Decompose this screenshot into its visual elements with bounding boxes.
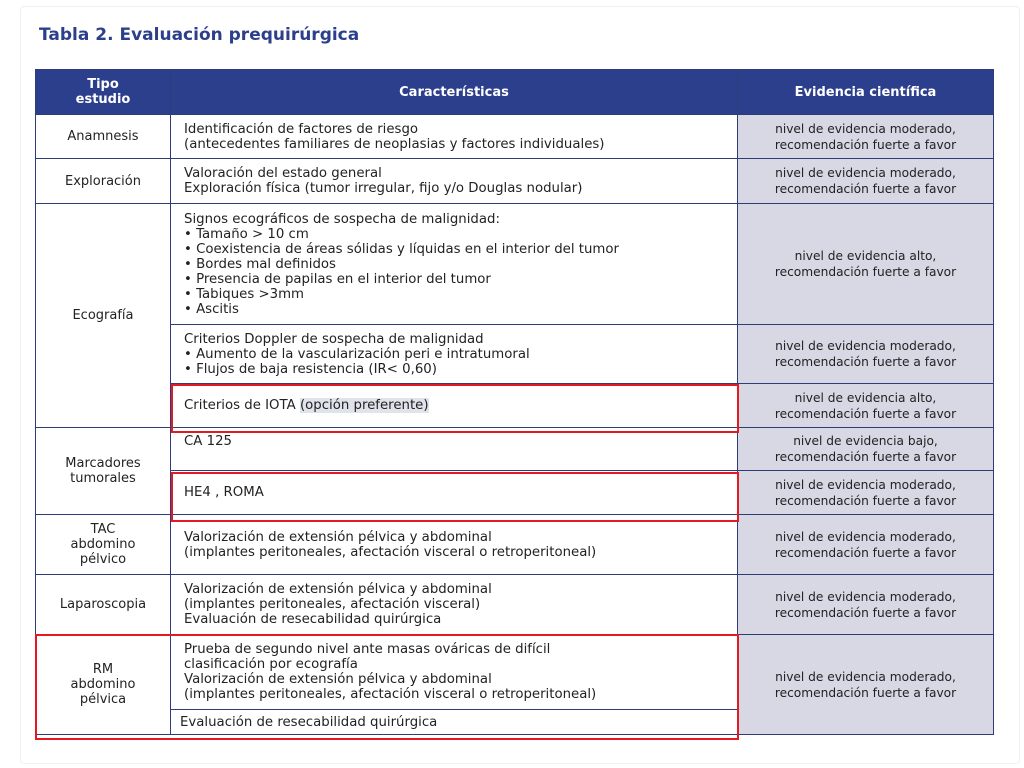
ev-line: recomendación fuerte a favor	[774, 685, 957, 700]
header-row	[36, 70, 994, 115]
car-line: • Tamaño > 10 cm	[184, 226, 309, 242]
ev-line: nivel de evidencia moderado,	[775, 589, 956, 604]
car-anamnesis	[171, 115, 738, 159]
car-line: • Tabiques >3mm	[184, 286, 304, 302]
ev-line: nivel de evidencia moderado,	[775, 669, 956, 684]
ev-line: nivel de evidencia moderado,	[775, 339, 956, 353]
row-ecografia-signos	[36, 204, 994, 325]
tipo-line: pélvica	[79, 692, 127, 707]
car-line: Identificación de factores de riesgo	[184, 121, 419, 137]
car-line: Valorización de extensión pélvica y abdominal	[184, 582, 492, 597]
header-tipo-line1: Tipo	[87, 77, 119, 92]
tipo-line: pélvico	[79, 552, 127, 567]
car-line: • Coexistencia de áreas sólidas y líquidas en el interior del tumor	[184, 241, 619, 257]
tipo-exploracion: Exploración	[36, 159, 171, 204]
tipo-line: TAC	[90, 522, 116, 537]
ev-laparoscopia	[738, 575, 994, 635]
iota-text: Criterios de IOTA	[184, 398, 300, 413]
ev-line: recomendación fuerte a favor	[774, 137, 957, 152]
row-marcadores-he4	[36, 471, 994, 515]
evaluation-table	[35, 69, 994, 735]
ev-line: nivel de evidencia moderado,	[775, 121, 956, 136]
car-line: Prueba de segundo nivel ante masas ováricas de difícil	[184, 642, 551, 657]
row-ecografia-doppler	[36, 325, 994, 384]
car-laparoscopia	[171, 575, 738, 635]
ev-line: recomendación fuerte a favor	[774, 605, 957, 620]
ev-ecografia-signos	[738, 204, 994, 325]
car-rm-segundo-nivel	[171, 635, 738, 710]
tipo-line: RM	[92, 662, 114, 677]
tipo-ecografia: Ecografía	[36, 204, 171, 428]
car-line: Signos ecográficos de sospecha de malignidad:	[184, 211, 500, 227]
tipo-marcadores	[36, 428, 171, 515]
car-line: • Ascitis	[184, 301, 239, 317]
ev-line: recomendación fuerte a favor	[774, 406, 957, 421]
left-decoration	[0, 30, 21, 170]
table-title: Tabla 2. Evaluación prequirúrgica	[39, 25, 360, 45]
car-line: • Bordes mal definidos	[184, 256, 336, 272]
header-tipo-line2: estudio	[75, 92, 131, 107]
car-line: Valorización de extensión pélvica y abdominal	[184, 529, 492, 545]
car-line: Criterios Doppler de sospecha de malignidad	[184, 331, 484, 347]
ev-line: nivel de evidencia bajo,	[793, 434, 938, 448]
ev-rm	[738, 635, 994, 735]
tipo-line: Marcadores	[65, 456, 141, 471]
car-line: Exploración física (tumor irregular, fijo y/o Douglas nodular)	[184, 181, 583, 196]
tipo-rm	[36, 635, 171, 735]
row-laparoscopia	[36, 575, 994, 635]
header-evidencia: Evidencia científica	[738, 70, 994, 115]
tipo-line: abdomino	[70, 677, 136, 692]
car-line: (antecedentes familiares de neoplasias y factores individuales)	[184, 136, 605, 152]
car-line: Evaluación de resecabilidad quirúrgica	[184, 612, 442, 627]
tipo-tac	[36, 515, 171, 575]
header-tipo-estudio	[36, 70, 171, 115]
ev-exploracion	[738, 159, 994, 204]
ev-marcadores-he4	[738, 471, 994, 515]
car-marcadores-ca125: CA 125	[171, 428, 738, 471]
car-marcadores-he4: HE4 , ROMA	[171, 471, 738, 515]
car-tac	[171, 515, 738, 575]
ev-tac	[738, 515, 994, 575]
tipo-line: abdomino	[70, 537, 136, 552]
car-line: (implantes peritoneales, afectación visceral o retroperitoneal)	[184, 687, 597, 702]
car-line: (implantes peritoneales, afectación visceral)	[184, 597, 481, 612]
car-ecografia-iota	[171, 384, 738, 428]
row-tac	[36, 515, 994, 575]
car-rm-resecabilidad: Evaluación de resecabilidad quirúrgica	[171, 710, 738, 735]
car-line: • Aumento de la vascularización peri e intratumoral	[184, 346, 530, 362]
car-line: clasificación por ecografía	[184, 657, 358, 672]
ev-line: nivel de evidencia moderado,	[775, 529, 956, 544]
ev-ecografia-doppler	[738, 325, 994, 384]
iota-preferred-note: (opción preferente)	[299, 398, 429, 413]
ev-line: recomendación fuerte a favor	[774, 545, 957, 560]
car-line: Valorización de extensión pélvica y abdominal	[184, 672, 492, 687]
row-anamnesis	[36, 115, 994, 159]
car-ecografia-doppler	[171, 325, 738, 384]
car-line: • Presencia de papilas en el interior del tumor	[184, 271, 491, 287]
ev-ecografia-iota	[738, 384, 994, 428]
tipo-anamnesis: Anamnesis	[36, 115, 171, 159]
ev-line: nivel de evidencia moderado,	[775, 477, 956, 492]
ev-line: recomendación fuerte a favor	[774, 450, 957, 464]
ev-line: nivel de evidencia alto,	[794, 390, 937, 405]
ev-line: recomendación fuerte a favor	[774, 493, 957, 508]
tipo-laparoscopia: Laparoscopia	[36, 575, 171, 635]
row-rm-segundo-nivel	[36, 635, 994, 710]
ev-line: nivel de evidencia moderado,	[775, 166, 956, 180]
row-ecografia-iota	[36, 384, 994, 428]
ev-line: recomendación fuerte a favor	[774, 265, 957, 279]
ev-line: recomendación fuerte a favor	[774, 182, 957, 196]
ev-marcadores-ca125	[738, 428, 994, 471]
ev-line: nivel de evidencia alto,	[794, 249, 937, 263]
row-marcadores-ca125	[36, 428, 994, 471]
tipo-line: tumorales	[70, 471, 136, 486]
car-exploracion	[171, 159, 738, 204]
car-line: (implantes peritoneales, afectación visceral o retroperitoneal)	[184, 544, 597, 560]
car-line: Valoración del estado general	[184, 166, 382, 181]
ev-line: recomendación fuerte a favor	[774, 355, 957, 369]
header-caracteristicas: Características	[171, 70, 738, 115]
car-ecografia-signos	[171, 204, 738, 325]
row-exploracion	[36, 159, 994, 204]
ev-anamnesis	[738, 115, 994, 159]
car-line: • Flujos de baja resistencia (IR< 0,60)	[184, 361, 437, 377]
